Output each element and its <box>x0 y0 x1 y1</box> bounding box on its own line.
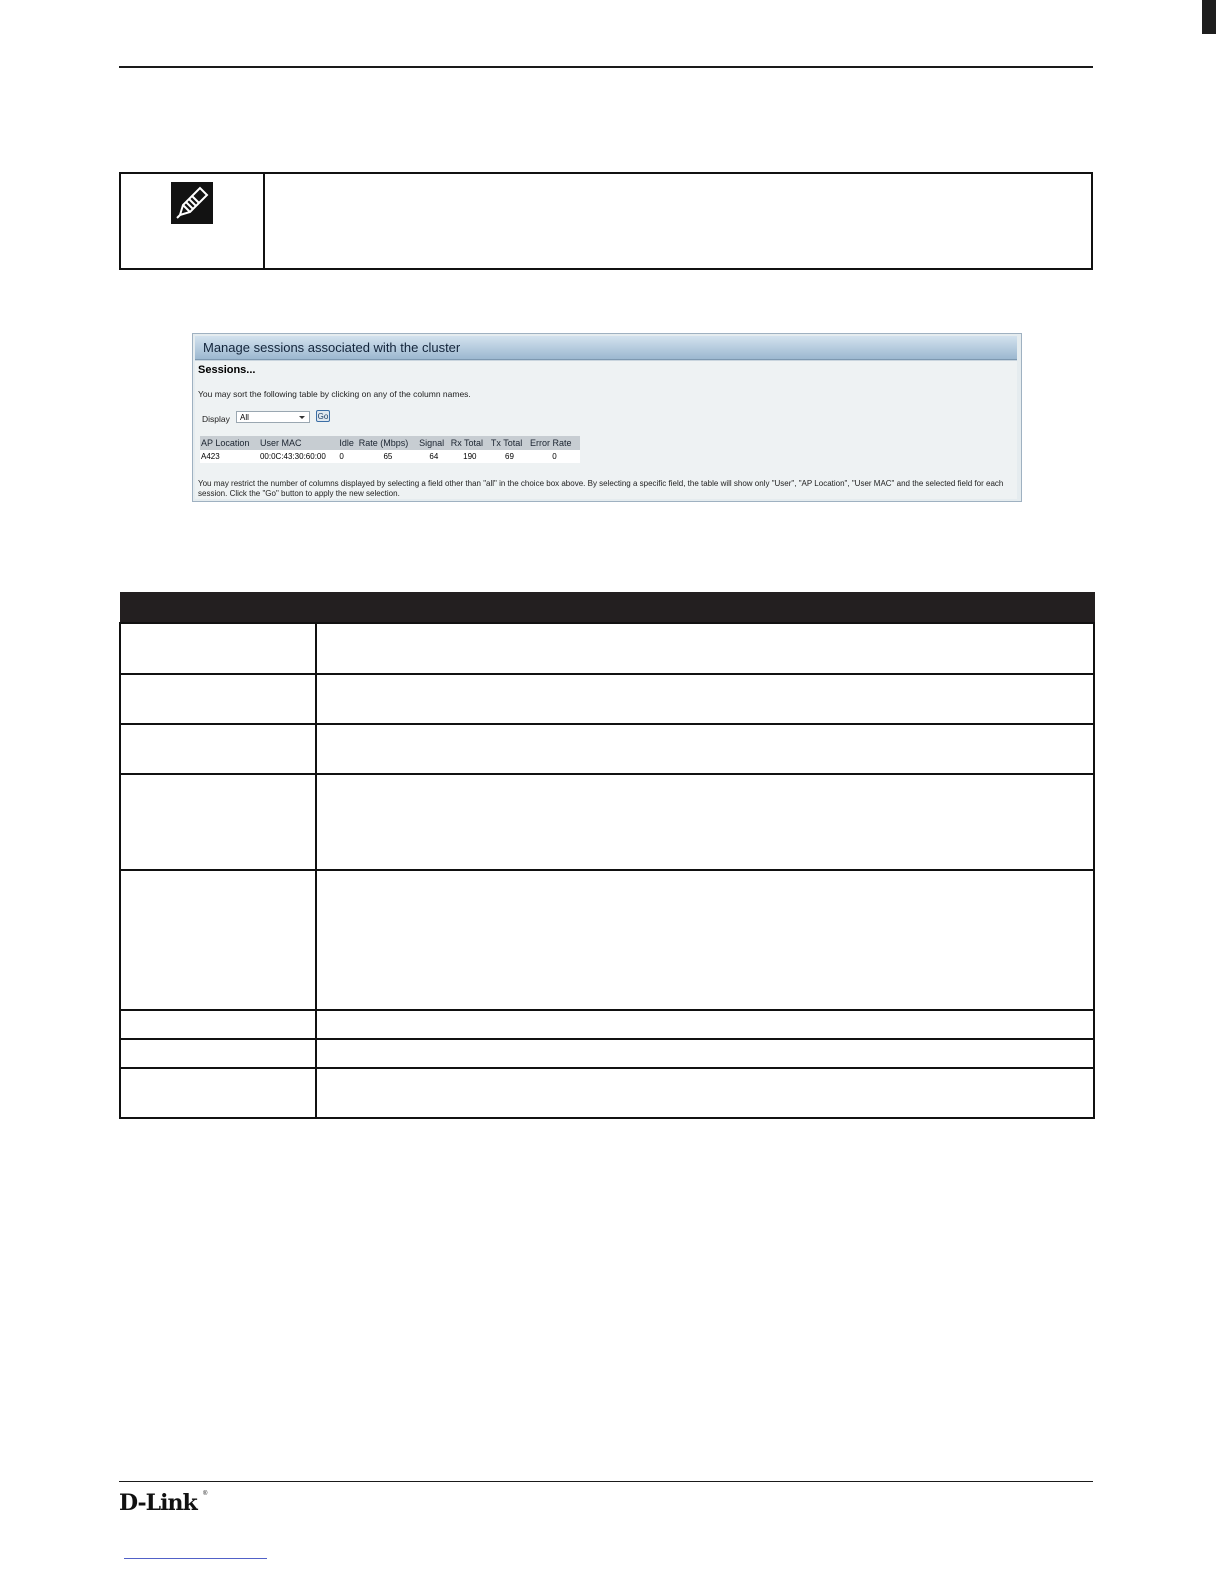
sessions-header-row <box>200 436 580 450</box>
parameter-cell <box>120 623 316 674</box>
table-row <box>120 623 1094 674</box>
display-select-value: All <box>240 413 249 422</box>
description-cell <box>316 724 1094 774</box>
table-row <box>120 774 1094 870</box>
parameter-cell <box>120 1068 316 1118</box>
restrict-note: You may restrict the number of columns displayed by selecting a field other than "all" in the choice box above. By selecting a specific field, the table will show only "User", "AP Location", "User MAC" and the selected field for each session. Click the "Go" button to apply the new selection. <box>198 479 1004 498</box>
cell-error-rate: 0 <box>529 450 580 463</box>
note-box <box>119 172 1093 270</box>
parameter-cell <box>120 1010 316 1039</box>
note-divider <box>263 174 265 268</box>
description-cell <box>316 774 1094 870</box>
cell-rx-total: 190 <box>450 450 490 463</box>
header-rule <box>119 66 1093 68</box>
parameter-cell <box>120 774 316 870</box>
description-cell <box>316 623 1094 674</box>
go-button[interactable]: Go <box>317 412 329 421</box>
footer-rule <box>119 1481 1093 1482</box>
description-cell <box>316 1010 1094 1039</box>
footer-link-underline[interactable] <box>124 1558 267 1559</box>
parameter-cell <box>120 674 316 724</box>
sort-hint: You may sort the following table by clicking on any of the column names. <box>198 389 471 399</box>
cell-signal: 64 <box>418 450 450 463</box>
cell-rate: 65 <box>358 450 418 463</box>
table-row <box>120 724 1094 774</box>
column-header-rate[interactable]: Rate (Mbps) <box>358 436 418 450</box>
cell-idle: 0 <box>338 450 357 463</box>
table-row <box>120 870 1094 1010</box>
cell-tx-total: 69 <box>490 450 529 463</box>
parameter-cell <box>120 1039 316 1068</box>
description-cell <box>316 870 1094 1010</box>
parameters-header-cell <box>316 593 1094 624</box>
registered-mark: ® <box>203 1491 208 1497</box>
cell-user-mac: 00:0C:43:30:60:00 <box>259 450 338 463</box>
table-row <box>120 674 1094 724</box>
description-cell <box>316 1039 1094 1068</box>
note-pencil-icon <box>171 182 213 224</box>
dlink-logo: D-Link <box>119 1490 197 1516</box>
parameter-cell <box>120 870 316 1010</box>
parameters-header-cell <box>120 593 316 624</box>
table-row <box>120 1068 1094 1118</box>
table-row <box>120 1010 1094 1039</box>
column-header-user-mac[interactable]: User MAC <box>259 436 338 450</box>
page-edge-mark <box>1202 0 1216 34</box>
column-header-idle[interactable]: Idle <box>338 436 357 450</box>
column-header-tx-total[interactable]: Tx Total <box>490 436 529 450</box>
description-cell <box>316 674 1094 724</box>
column-header-signal[interactable]: Signal <box>418 436 450 450</box>
display-select[interactable] <box>236 411 310 423</box>
column-header-rx-total[interactable]: Rx Total <box>450 436 490 450</box>
chevron-down-icon <box>299 416 305 419</box>
column-header-error-rate[interactable]: Error Rate <box>529 436 580 450</box>
parameters-table <box>119 592 1095 1119</box>
sessions-table <box>200 436 580 463</box>
cell-ap-location: A423 <box>200 450 259 463</box>
sessions-screenshot <box>192 333 1022 502</box>
panel-titlebar <box>195 336 1017 360</box>
column-header-ap-location[interactable]: AP Location <box>200 436 259 450</box>
table-row <box>120 1039 1094 1068</box>
sessions-heading: Sessions... <box>198 364 256 376</box>
display-label: Display <box>202 414 230 424</box>
panel-body <box>195 360 1017 499</box>
table-row <box>200 450 580 463</box>
parameter-cell <box>120 724 316 774</box>
panel-title: Manage sessions associated with the cluster <box>203 340 461 355</box>
parameters-header-row <box>120 593 1094 624</box>
description-cell <box>316 1068 1094 1118</box>
